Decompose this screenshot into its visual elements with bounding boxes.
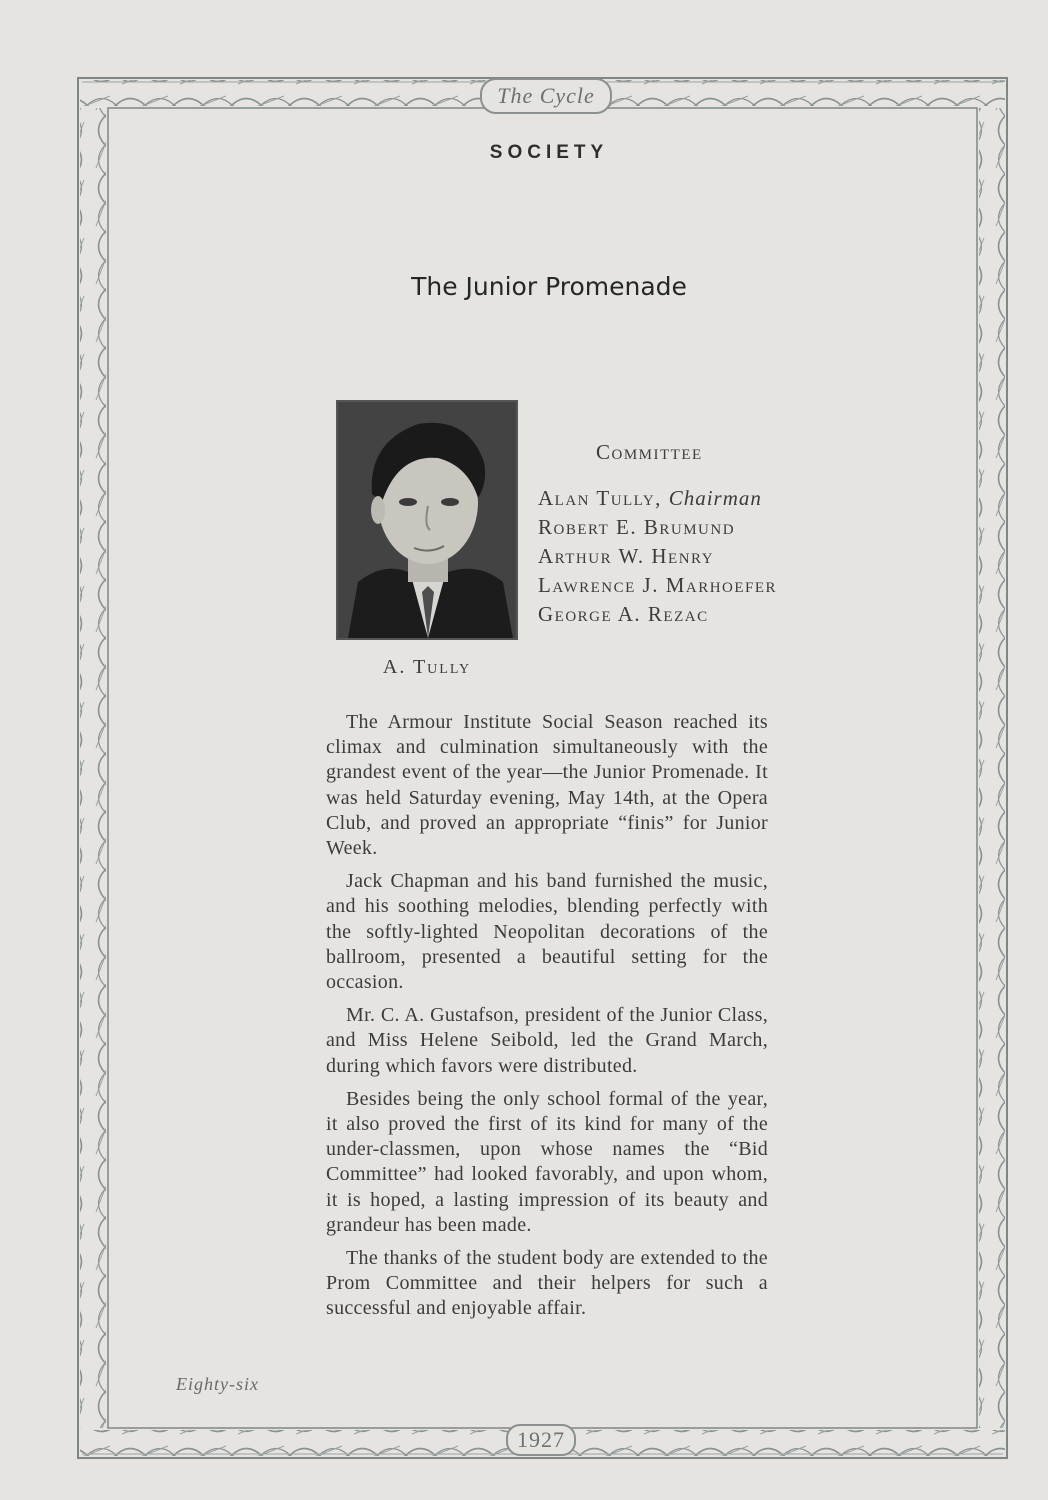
paragraph: Jack Chapman and his band furnished the music, and his soothing melodies, blending perfectly with the softly-lighted Neopolitan decorations of the ballroom, presented a beautiful setting for the occasion. — [326, 870, 768, 994]
paragraph: Mr. C. A. Gustafson, president of the Junior Class, and Miss Helene Seibold, led the Grand March, during which favors were distributed. — [326, 1004, 768, 1077]
paragraph: The Armour Institute Social Season reached its climax and culmination simultaneously with the grandest event of the year—the Junior Promenade. It was held Saturday evening, May 14th, at the Opera Club, and proved an appropriate “finis” for Junior Week. — [326, 711, 768, 860]
photo-caption: A. Tully — [382, 656, 472, 678]
article-body — [326, 710, 768, 1330]
section-heading: SOCIETY — [489, 142, 609, 163]
article-title: The Junior Promenade — [411, 272, 687, 301]
committee-list — [538, 484, 777, 629]
committee-member — [538, 571, 777, 600]
member-name: George A. Rezac — [538, 602, 709, 626]
committee-heading: Committee — [596, 440, 703, 464]
year-badge: 1927 — [506, 1424, 576, 1456]
member-name: Arthur W. Henry — [538, 544, 715, 568]
committee-member — [538, 513, 777, 542]
committee-member — [538, 542, 777, 571]
committee-member — [538, 484, 777, 513]
portrait-photo — [336, 400, 518, 640]
member-name: Lawrence J. Marhoefer — [538, 573, 778, 597]
member-name: Robert E. Brumund — [538, 515, 736, 539]
member-name: Alan Tully, — [538, 486, 662, 510]
paragraph: The thanks of the student body are extended to the Prom Committee and their helpers for such a successful and enjoyable affair. — [326, 1247, 768, 1320]
portrait-image — [338, 402, 516, 638]
page-number: Eighty-six — [176, 1374, 259, 1394]
paragraph: Besides being the only school formal of the year, it also proved the first of its kind for many of the under-classmen, upon whose names the “Bid Committee” had looked favorably, and upon whom, it is hoped, a lasting impression of its beauty and grandeur has been made. — [326, 1087, 768, 1236]
yearbook-title-badge: The Cycle — [480, 78, 612, 114]
member-role: Chairman — [668, 486, 762, 510]
committee-member — [538, 600, 777, 629]
